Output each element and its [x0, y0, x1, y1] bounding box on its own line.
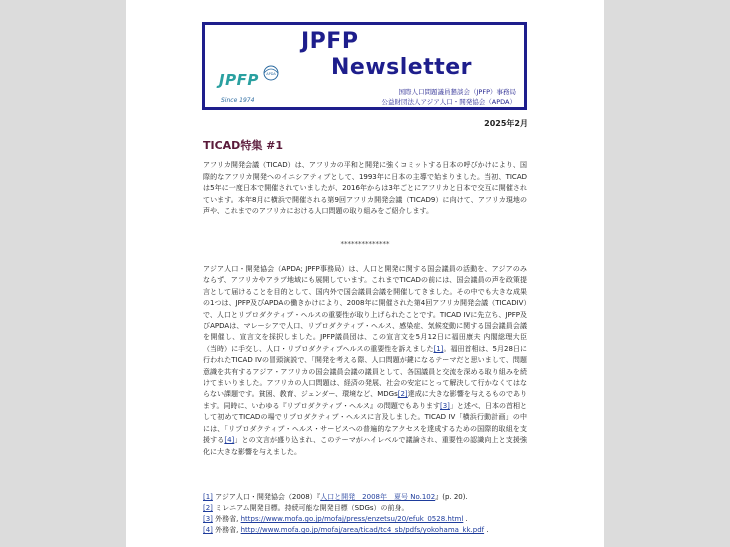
footnote-number[interactable]: [3]	[203, 515, 213, 523]
footnote-ref-2[interactable]: [2]	[397, 390, 408, 399]
newsletter-page	[126, 0, 604, 547]
footnote-text: ミレニアム開発目標。持続可能な開発目標（SDGs）の前身。	[212, 504, 409, 512]
footnote-suffix: 』(p. 20).	[435, 493, 468, 501]
svg-text:APDA: APDA	[266, 72, 276, 76]
footnote-item	[203, 492, 527, 503]
newsletter-title-line1: JPFP	[301, 29, 359, 54]
issue-date: 2025年2月	[484, 119, 528, 128]
footnote-number[interactable]: [4]	[203, 526, 213, 534]
masthead	[202, 22, 527, 110]
footnote-suffix: .	[484, 526, 489, 534]
jpfp-logo	[219, 63, 275, 109]
intro-paragraph: アフリカ開発会議（TICAD）は、アフリカの平和と開発に強くコミットする日本の呼びかけにより、国際的なアフリカ開発へのイニシアティブとして、1993年に日本の主導で始まりました。当初、TICAD は5年に一度日本で開催されていましたが、2016年からは3年ごとにアフリカと日本で交互に開催されています。本年8月に横浜で開催される第9回アフリカ開発会議（TICAD9）に向けて、アフリカ現地の声や、これまでのアフリカにおける人口問題の取り組みをご紹介します。	[203, 161, 527, 216]
separator: **************	[340, 240, 390, 248]
footnote-text: 外務省,	[212, 526, 241, 534]
footnote-ref-1[interactable]: [1]	[433, 344, 444, 353]
body-text-5: 」との文言が盛り込まれ、このテーマがハイレベルで議論され、重要性の認識向上と支援強化に大きな影響を与えました。	[203, 436, 527, 456]
footnote-item	[203, 525, 527, 536]
logo-wordmark: JPFP	[219, 71, 259, 89]
newsletter-title-line2: Newsletter	[331, 55, 473, 80]
org-line-1: 国際人口問題議員懇談会（JPFP）事務局	[398, 88, 516, 96]
footnote-item	[203, 503, 527, 514]
org-line-2: 公益財団法人アジア人口・開発協会（APDA）	[381, 98, 516, 106]
since-label: Since 1974	[221, 97, 255, 104]
footnote-link[interactable]: 人口と開発 2008年 夏号 No.102	[320, 493, 436, 501]
footnote-ref-4[interactable]: [4]	[224, 436, 235, 445]
footnote-suffix: .	[463, 515, 468, 523]
footnote-link[interactable]: https://www.mofa.go.jp/mofaj/press/enzetsu/20/efuk_0528.html	[240, 515, 464, 523]
footnotes	[203, 492, 527, 536]
body-text-2: 。福田首相は、5月28日に行われたTICAD IVの冒頭演説で、「開発を考える際、人口問題が鍵になるテーマだと思いまして、問題意識を共有するアジア・アフリカの国会議員会議の議員として、各国議員と交流を深める取り組みを続けてまいりました。アフリカの人口問題は、経済の発展、社会の安定にとって解決して行かなくてはならない課題です。貧困、教育、ジェンダー、環境など、MDGs	[203, 344, 527, 399]
footnote-number[interactable]: [1]	[203, 493, 213, 501]
footnote-ref-3[interactable]: [3]	[439, 401, 450, 410]
footnote-text: 外務省,	[212, 515, 241, 523]
body-paragraph	[203, 264, 527, 458]
body-text-3: 達成に大きな影響を与えるものであります。同時に、いわゆる『リプロダクティブ・ヘルス』の問題でもあります	[203, 390, 527, 410]
footnote-text: アジア人口・開発協会（2008）『	[212, 493, 321, 501]
footnote-number[interactable]: [2]	[203, 504, 213, 512]
article-heading: TICAD特集 #1	[203, 139, 284, 152]
footnote-item	[203, 514, 527, 525]
body-text-1: アジア人口・開発協会（APDA; JPFP事務局）は、人口と開発に関する国会議員の活動を、アジアのみならず、アフリカやアラブ地域にも展開しています。これまでTICADの前には、国会議員の声を政策提言として届けることを目的として、国内外で国会議員会議を開催してきました。その中でも大きな成果の1つは、JPFP及びAPDAの働きかけにより、2008年に開催された第4回アフリカ開発会議（TICADIV）で、人口とリプロダクティブ・ヘルスの重要性が取り上げられたことです。TICAD IVに先立ち、JPFP及びAPDAは、マレーシアで人口、リプロダクティブ・ヘルス、感染症、気候変動に関する国会議員会議を開催し、宣言文を採択しました。JPFP議員団は、この宣言文を5月12日に福田康夫 内閣総理大臣（当時）に手交し、人口・リプロダクティブヘルスの重要性を訴えました	[203, 265, 527, 353]
apda-emblem-icon	[261, 63, 281, 81]
body-text-4: 」と述べ、日本の首相として初めてTICADの場でリプロダクティブ・ヘルスに言及しました。TICAD IV「横浜行動計画」の中には、「リプロダクティブ・ヘルス・サービスへの普遍的なアクセスを達成するための国際的取組を支援する	[203, 401, 528, 445]
footnote-link[interactable]: http://www.mofa.go.jp/mofaj/area/ticad/tc4_sb/pdfs/yokohama_kk.pdf	[240, 526, 485, 534]
